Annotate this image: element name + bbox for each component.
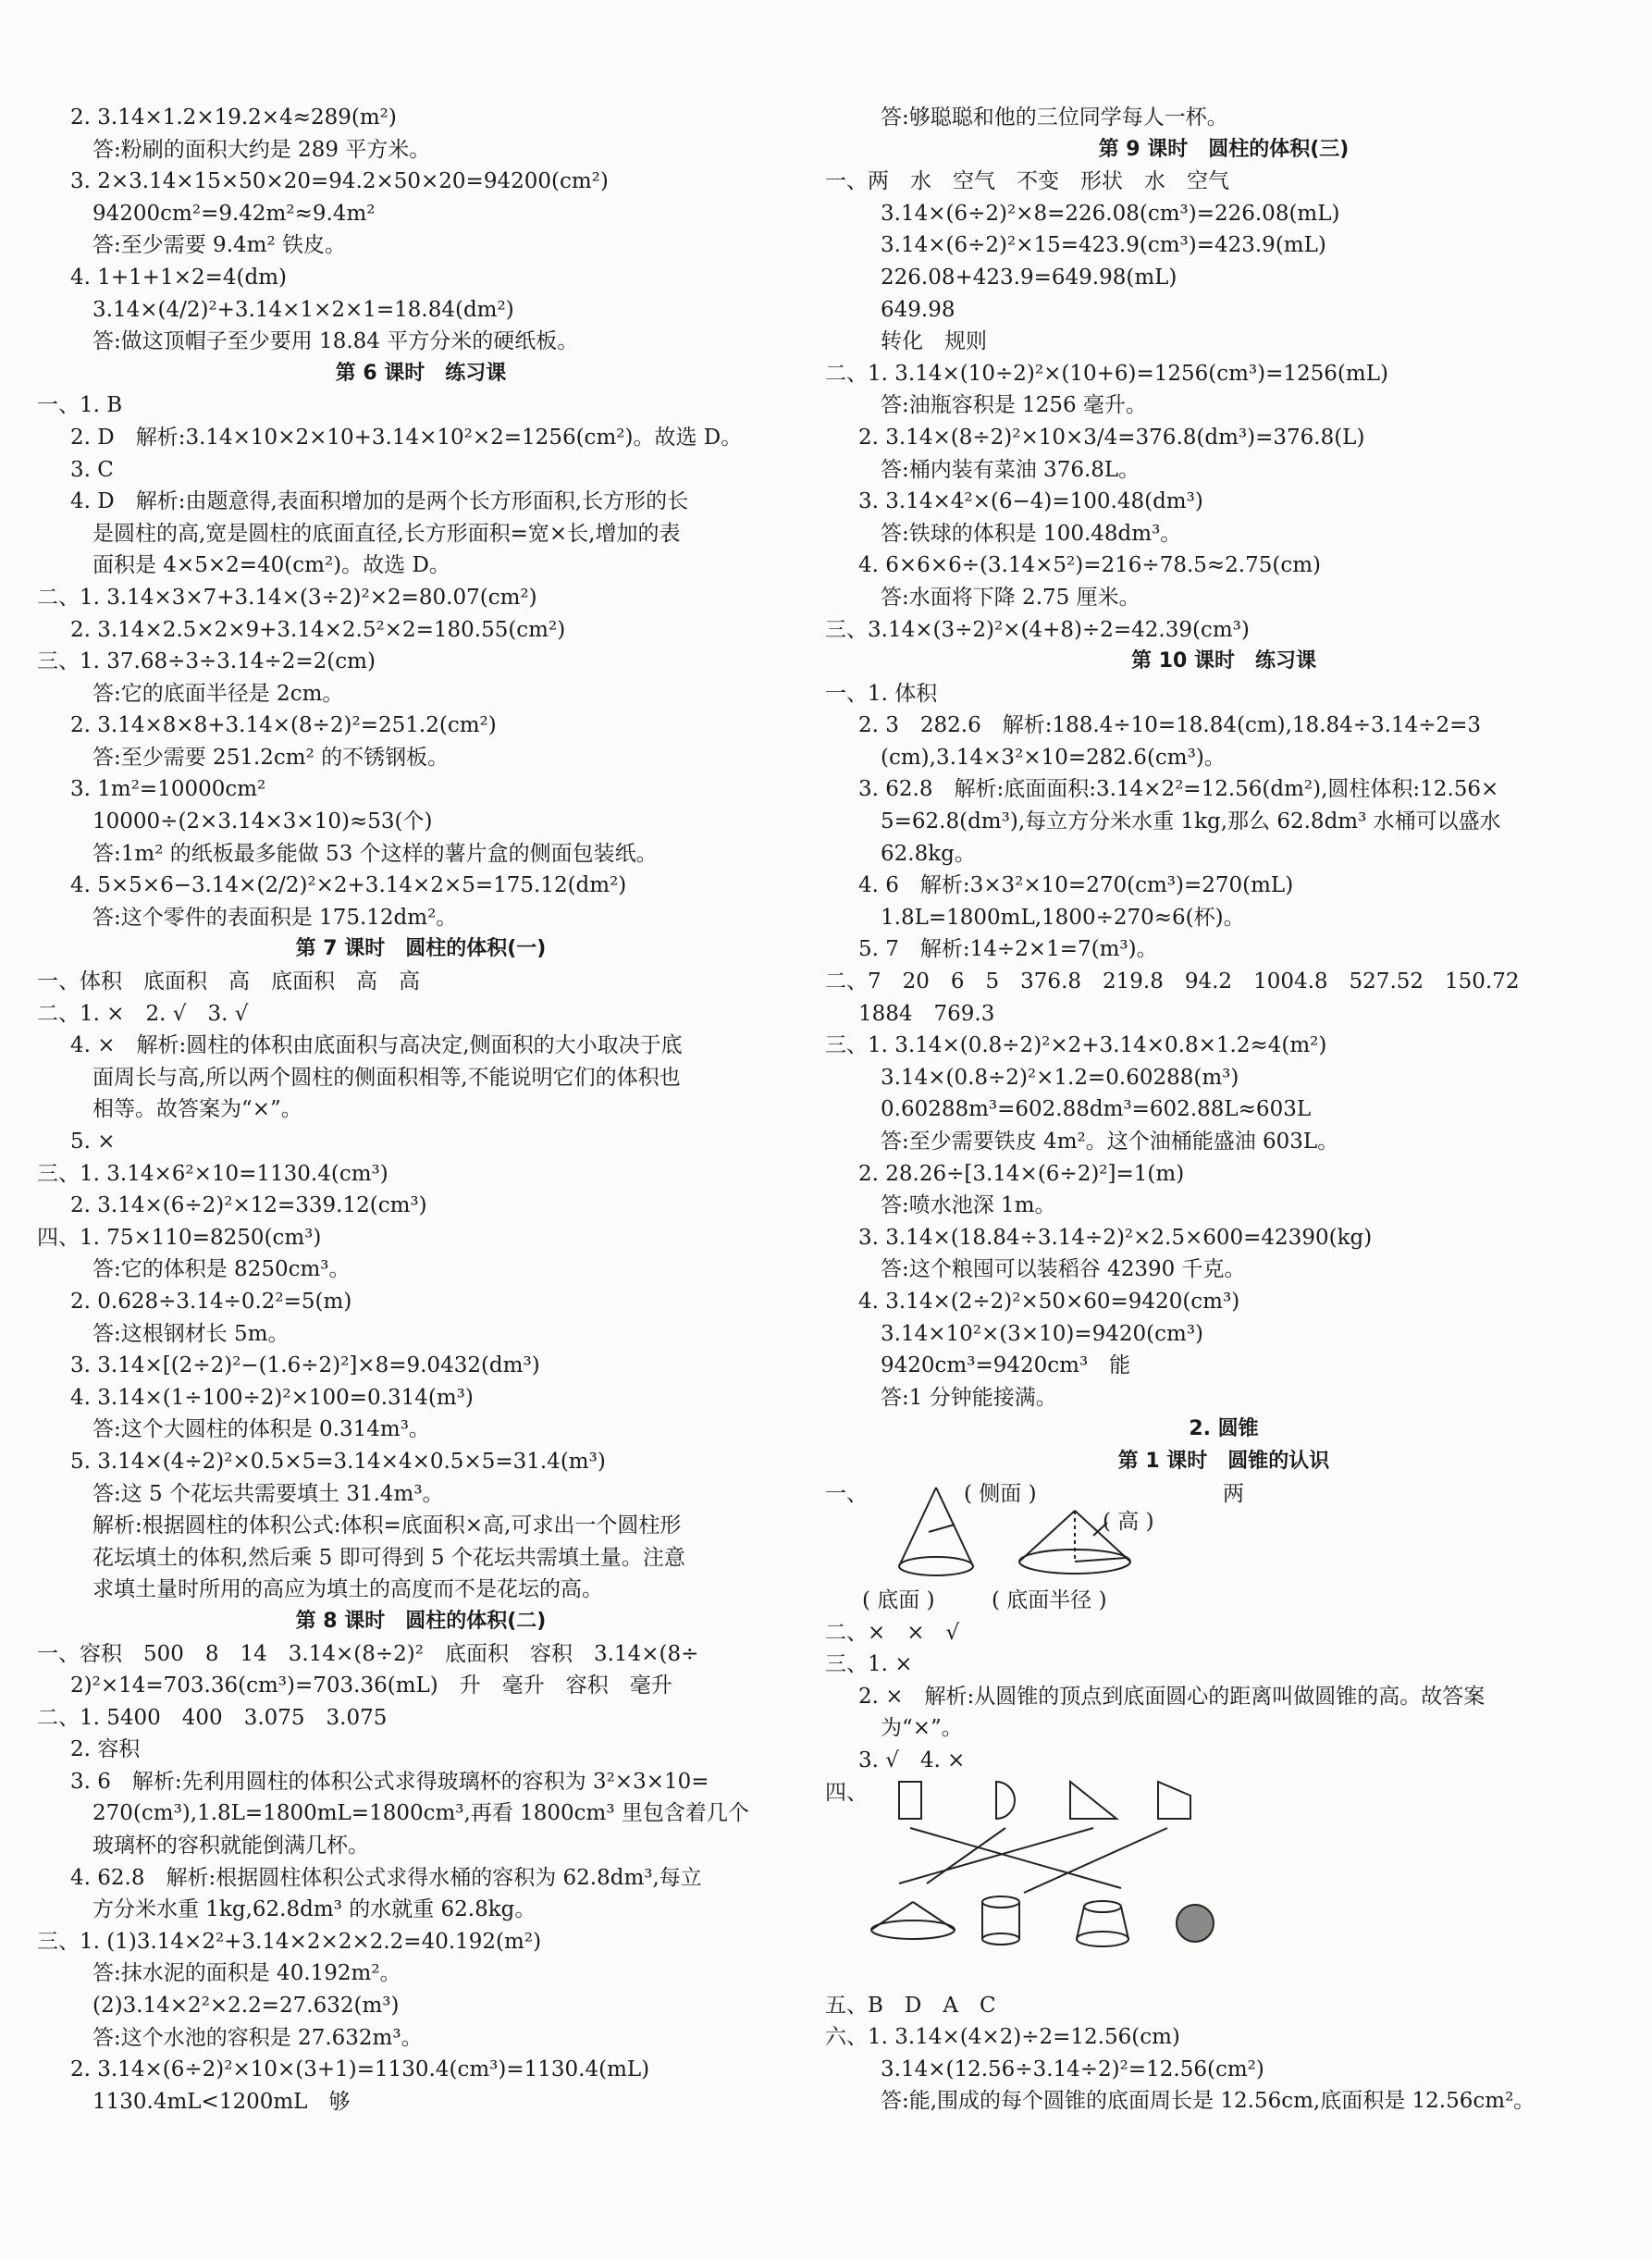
answer-line: 花坛填土的体积,然后乘 5 即可得到 5 个花坛共需填土量。注意 — [92, 1545, 685, 1570]
answer-line: 226.08+423.9=649.98(mL) — [881, 265, 1177, 290]
answer-line: 二、7 20 6 5 376.8 219.8 94.2 1004.8 527.52 150.72 — [825, 969, 1520, 994]
answer-line: 3.14×(0.8÷2)²×1.2=0.60288(m³) — [881, 1065, 1239, 1090]
answer-line: 答:铁球的体积是 100.48dm³。 — [881, 521, 1182, 546]
answer-line: 一、两 水 空气 不变 形状 水 空气 — [825, 169, 1229, 194]
answer-line: 面积是 4×5×2=40(cm²)。故选 D。 — [92, 553, 450, 578]
answer-line: 3. 3.14×4²×(6−4)=100.48(dm³) — [858, 489, 1203, 514]
answer-line: 答:它的底面半径是 2cm。 — [92, 681, 344, 706]
label-side: ( 侧面 ) — [964, 1481, 1037, 1506]
section-heading: 2. 圆锥 — [1189, 1417, 1259, 1441]
answer-line: 一、容积 500 8 14 3.14×(8÷2)² 底面积 容积 3.14×(8÷ — [37, 1641, 699, 1666]
answer-line: 4. 5×5×6−3.14×(2/2)²×2+3.14×2×5=175.12(dm²) — [70, 873, 627, 898]
answer-line: 4. 6 解析:3×3²×10=270(cm³)=270(mL) — [858, 873, 1294, 898]
answer-line: 5. 7 解析:14÷2×1=7(m³)。 — [858, 937, 1158, 962]
answer-line: 四、1. 75×110=8250(cm³) — [37, 1225, 322, 1250]
answer-line: 2. 28.26÷[3.14×(6÷2)²]=1(m) — [858, 1161, 1185, 1186]
cone-parts-figure — [825, 1478, 1622, 1617]
section-heading: 第 7 课时 圆柱的体积(一) — [295, 937, 547, 961]
answer-line: 4. 3.14×(2÷2)²×50×60=9420(cm³) — [858, 1289, 1240, 1314]
answer-line: 2. × 解析:从圆锥的顶点到底面圆心的距离叫做圆锥的高。故答案 — [858, 1684, 1486, 1709]
answer-line: 答:至少需要 251.2cm² 的不锈钢板。 — [92, 745, 450, 770]
cylinder-solid — [982, 1896, 1019, 1945]
answer-line: 3. 3.14×(18.84÷3.14÷2)²×2.5×600=42390(kg) — [858, 1225, 1373, 1250]
answer-line: 一、1. 体积 — [825, 681, 938, 706]
answer-line: 2. 0.628÷3.14÷0.2²=5(m) — [70, 1289, 352, 1314]
answer-line: 答:这个水池的容积是 27.632m³。 — [92, 2025, 423, 2050]
answer-line: 4. 62.8 解析:根据圆柱体积公式求得水桶的容积为 62.8dm³,每立 — [70, 1865, 702, 1890]
answer-line: 3. C — [70, 457, 114, 482]
answer-line: 3.14×10²×(3×10)=9420(cm³) — [881, 1321, 1204, 1346]
answer-line: 2. 3.14×8×8+3.14×(8÷2)²=251.2(cm²) — [70, 713, 497, 738]
label-radius: ( 底面半径 ) — [992, 1587, 1107, 1612]
section-heading: 第 6 课时 练习课 — [335, 361, 507, 385]
answer-line: 4. × 解析:圆柱的体积由底面积与高决定,侧面积的大小取决于底 — [70, 1033, 683, 1058]
answer-line: 4. 1+1+1×2=4(dm) — [70, 265, 287, 290]
answer-line: 答:能,围成的每个圆锥的底面周长是 12.56cm,底面积是 12.56cm²。 — [881, 2089, 1535, 2114]
section-label: 一、 — [825, 1481, 868, 1506]
answer-line: 3.14×(12.56÷3.14÷2)²=12.56(cm²) — [881, 2056, 1264, 2081]
answer-line: (2)3.14×2²×2.2=27.632(m³) — [92, 1994, 400, 2019]
answer-line: 2)²×14=703.36(cm³)=703.36(mL) 升 毫升 容积 毫升 — [70, 1673, 672, 1698]
answer-line: 3.14×(6÷2)²×15=423.9(cm³)=423.9(mL) — [881, 233, 1326, 258]
frustum-solid — [1077, 1901, 1128, 1946]
answer-line: 三、1. 3.14×6²×10=1130.4(cm³) — [37, 1161, 388, 1186]
label-height: ( 高 ) — [1103, 1509, 1154, 1534]
label-answer: 两 — [1223, 1481, 1244, 1506]
triangle-shape — [1070, 1782, 1116, 1819]
answer-line: (cm),3.14×3²×10=282.6(cm³)。 — [881, 745, 1226, 770]
answer-line: 答:这个粮囤可以装稻谷 42390 千克。 — [881, 1257, 1246, 1282]
rectangle-shape — [899, 1782, 921, 1819]
answer-line: 答:喷水池深 1m。 — [881, 1193, 1056, 1218]
answer-line: 面周长与高,所以两个圆柱的侧面积相等,不能说明它们的体积也 — [92, 1065, 681, 1090]
answer-line: 3. 2×3.14×15×50×20=94.2×50×20=94200(cm²) — [70, 169, 609, 194]
answer-line: 转化 规则 — [881, 329, 987, 354]
left-column — [37, 102, 805, 2118]
answer-line: 三、3.14×(3÷2)²×(4+8)÷2=42.39(cm³) — [825, 617, 1250, 642]
answer-line: 3. 62.8 解析:底面面积:3.14×2²=12.56(dm²),圆柱体积:12.56× — [858, 777, 1499, 802]
answer-line: 五、B D A C — [825, 1993, 996, 2018]
answer-line: 答:至少需要铁皮 4m²。这个油桶能盛油 603L。 — [881, 1130, 1339, 1154]
answer-line: 3. 1m²=10000cm² — [70, 777, 266, 802]
answer-line: 答:水面将下降 2.75 厘米。 — [881, 585, 1140, 610]
answer-line: 答:抹水泥的面积是 40.192m²。 — [92, 1961, 401, 1986]
answer-line: 4. 3.14×(1÷100÷2)²×100=0.314(m³) — [70, 1385, 474, 1410]
answer-line: 解析:根据圆柱的体积公式:体积=底面积×高,可求出一个圆柱形 — [92, 1513, 682, 1538]
answer-line: 二、1. 3.14×3×7+3.14×(3÷2)²×2=80.07(cm²) — [37, 585, 537, 610]
answer-line: 5. 3.14×(4÷2)²×0.5×5=3.14×4×0.5×5=31.4(m³) — [70, 1449, 606, 1474]
answer-line: 0.60288m³=602.88dm³=602.88L≈603L — [881, 1097, 1312, 1122]
answer-line: 二、1. 3.14×(10÷2)²×(10+6)=1256(cm³)=1256(mL) — [825, 361, 1388, 386]
answer-line: 3. 6 解析:先利用圆柱的体积公式求得玻璃杯的容积为 3²×3×10= — [70, 1769, 709, 1794]
answer-line: 三、1. 3.14×(0.8÷2)²×2+3.14×0.8×1.2≈4(m²) — [825, 1033, 1327, 1058]
answer-line: 3.14×(4/2)²+3.14×1×2×1=18.84(dm²) — [92, 297, 514, 322]
answer-line: 2. 3.14×(6÷2)²×10×(3+1)=1130.4(cm³)=1130.4(mL) — [70, 2057, 650, 2082]
answer-line: 3. 3.14×[(2÷2)²−(1.6÷2)²]×8=9.0432(dm³) — [70, 1353, 540, 1378]
answer-line: 1884 769.3 — [858, 1001, 995, 1026]
section-heading: 第 9 课时 圆柱的体积(三) — [1098, 137, 1350, 161]
shape-matching-diagram — [862, 1777, 1306, 1990]
answer-line: 649.98 — [881, 297, 955, 322]
answer-line: 玻璃杯的容积就能倒满几杯。 — [92, 1834, 369, 1859]
answer-line: 5=62.8(dm³),每立方分米水重 1kg,那么 62.8dm³ 水桶可以盛水 — [881, 809, 1501, 834]
answer-line: 答:1m² 的纸板最多能做 53 个这样的薯片盒的侧面包装纸。 — [92, 841, 658, 866]
answer-line: 答:桶内装有菜油 376.8L。 — [881, 457, 1140, 482]
answer-line: 答:粉刷的面积大约是 289 平方米。 — [92, 137, 431, 162]
answer-line: 2. 3.14×(6÷2)²×12=339.12(cm³) — [70, 1193, 427, 1218]
answer-line: 3. √ 4. × — [858, 1747, 966, 1772]
answer-line: 2. 3.14×2.5×2×9+3.14×2.5²×2=180.55(cm²) — [70, 617, 566, 642]
answer-line: 9420cm³=9420cm³ 能 — [881, 1353, 1131, 1378]
answer-line: 答:做这顶帽子至少要用 18.84 平方分米的硬纸板。 — [92, 329, 579, 354]
semicircle-shape — [996, 1782, 1015, 1819]
answer-line: 三、1. × — [825, 1652, 913, 1677]
answer-line: 94200cm²=9.42m²≈9.4m² — [92, 201, 376, 226]
answer-line: 答:这根钢材长 5m。 — [92, 1321, 290, 1346]
answer-line: 答:这 5 个花坛共需要填土 31.4m³。 — [92, 1481, 444, 1506]
answer-line: 2. 3 282.6 解析:188.4÷10=18.84(cm),18.84÷3.14÷2=3 — [858, 713, 1482, 738]
matching-figure — [825, 1777, 1622, 1990]
right-column — [825, 102, 1622, 2118]
answer-line: 答:这个大圆柱的体积是 0.314m³。 — [92, 1417, 430, 1442]
answer-line: 二、1. 5400 400 3.075 3.075 — [37, 1705, 388, 1730]
answer-line: 六、1. 3.14×(4×2)÷2=12.56(cm) — [825, 2025, 1180, 2050]
answer-line: 三、1. (1)3.14×2²+3.14×2×2×2.2=40.192(m²) — [37, 1929, 542, 1954]
answer-line: 3.14×(6÷2)²×8=226.08(cm³)=226.08(mL) — [881, 201, 1340, 226]
section-heading: 第 8 课时 圆柱的体积(二) — [295, 1609, 547, 1633]
answer-line: 10000÷(2×3.14×3×10)≈53(个) — [92, 809, 433, 834]
trapezoid-shape — [1158, 1782, 1190, 1819]
answer-line: 2. D 解析:3.14×10×2×10+3.14×10²×2=1256(cm²)。故选 D。 — [70, 425, 743, 450]
answer-line: 2. 容积 — [70, 1737, 141, 1762]
answer-line: 5. × — [70, 1130, 116, 1154]
answer-line: 一、体积 底面积 高 底面积 高 高 — [37, 969, 420, 994]
answer-line: 4. 6×6×6÷(3.14×5²)=216÷78.5≈2.75(cm) — [858, 553, 1322, 578]
answer-line: 答:1 分钟能接满。 — [881, 1385, 1057, 1410]
answer-line: 答:它的体积是 8250cm³。 — [92, 1257, 351, 1282]
label-base: ( 底面 ) — [862, 1587, 935, 1612]
answer-line: 2. 3.14×(8÷2)²×10×3/4=376.8(dm³)=376.8(L) — [858, 425, 1365, 450]
answer-line: 一、1. B — [37, 393, 123, 418]
section-heading: 第 1 课时 圆锥的认识 — [1117, 1449, 1330, 1473]
answer-line: 二、× × √ — [825, 1620, 960, 1645]
answer-line: 4. D 解析:由题意得,表面积增加的是两个长方形面积,长方形的长 — [70, 489, 689, 514]
answer-line: 1.8L=1800mL,1800÷270≈6(杯)。 — [881, 905, 1245, 930]
answer-line: 方分米水重 1kg,62.8dm³ 的水就重 62.8kg。 — [92, 1897, 536, 1922]
answer-line: 是圆柱的高,宽是圆柱的底面直径,长方形面积=宽×长,增加的表 — [92, 521, 681, 546]
cone-1 — [899, 1488, 973, 1575]
answer-line: 答:够聪聪和他的三位同学每人一杯。 — [881, 105, 1228, 130]
section-heading: 第 10 课时 练习课 — [1131, 649, 1316, 673]
cone-solid — [871, 1902, 955, 1939]
section-label: 四、 — [825, 1780, 868, 1805]
answer-line: 答:油瓶容积是 1256 毫升。 — [881, 393, 1147, 418]
sphere-solid — [1177, 1905, 1214, 1942]
answer-line: 相等。故答案为“×”。 — [92, 1097, 302, 1122]
answer-line: 求填土量时所用的高应为填土的高度而不是花坛的高。 — [92, 1577, 603, 1602]
answer-line: 三、1. 37.68÷3÷3.14÷2=2(cm) — [37, 649, 376, 674]
answer-line: 二、1. × 2. √ 3. √ — [37, 1001, 249, 1026]
answer-line: 为“×”。 — [881, 1716, 963, 1741]
answer-line: 2. 3.14×1.2×19.2×4≈289(m²) — [70, 105, 397, 130]
answer-line: 270(cm³),1.8L=1800mL=1800cm³,再看 1800cm³ 里包含着几个 — [92, 1801, 749, 1826]
answer-line: 1130.4mL<1200mL 够 — [92, 2089, 351, 2114]
answer-line: 62.8kg。 — [881, 841, 976, 866]
answer-line: 答:至少需要 9.4m² 铁皮。 — [92, 233, 346, 258]
answer-line: 答:这个零件的表面积是 175.12dm²。 — [92, 905, 458, 930]
